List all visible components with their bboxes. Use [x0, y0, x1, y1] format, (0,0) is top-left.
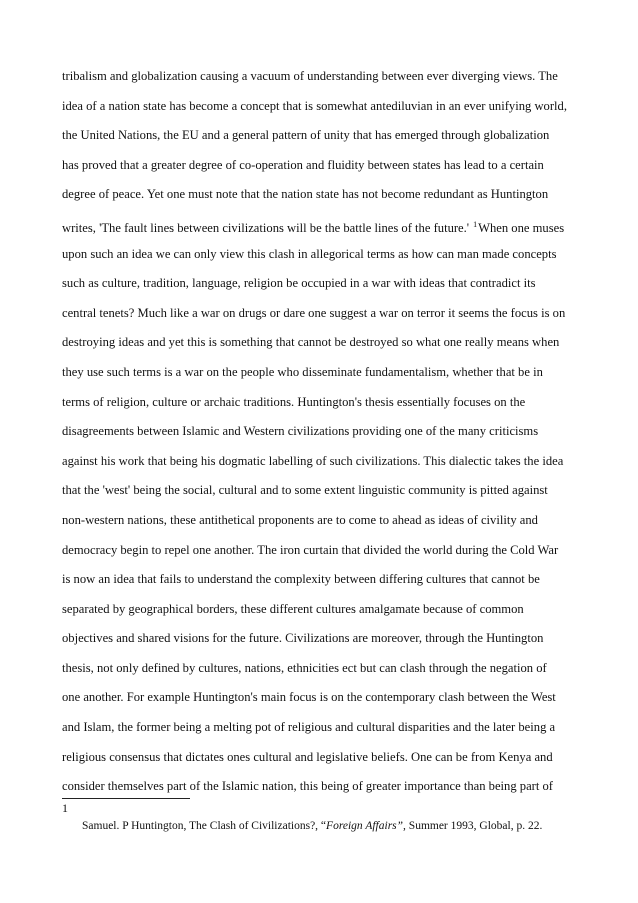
text-line-14: against his work that being his dogmatic labelling of such civilizations. This dialectic takes the idea	[62, 453, 564, 468]
text-line-23: and Islam, the former being a melting pot of religious and cultural disparities and the later being a	[62, 720, 556, 735]
text-line-17: democracy begin to repel one another. The iron curtain that divided the world during the Cold War	[62, 542, 559, 557]
text-line-10: destroying ideas and yet this is something that cannot be destroyed so what one really means when	[62, 335, 560, 350]
text-line-4: has proved that a greater degree of co-operation and fluidity between states has lead to a certain	[62, 157, 544, 172]
footnote-citation: Samuel. P Huntington, The Clash of Civilizations?, “	[82, 820, 327, 832]
text-line-22: one another. For example Huntington's main focus is on the contemporary clash between the West	[62, 690, 556, 705]
text-line-20: objectives and shared visions for the future. Civilizations are moreover, through the Huntington	[62, 631, 544, 646]
footnote-number: 1	[62, 801, 68, 815]
text-line-24: religious consensus that dictates ones cultural and legislative beliefs. One can be from Kenya and	[62, 749, 553, 764]
text-line-25: consider themselves part of the Islamic nation, this being of greater importance than being part of	[62, 779, 553, 794]
text-line-8: such as culture, tradition, language, religion be occupied in a war with ideas that contradict its	[62, 276, 536, 291]
text-line-5: degree of peace. Yet one must note that the nation state has not become redundant as Huntington	[62, 187, 549, 202]
footnote-separator	[62, 798, 190, 799]
footnote-text	[82, 819, 542, 833]
text-line-18: is now an idea that fails to understand the complexity between differing cultures that cannot be	[62, 572, 540, 587]
text-line-11: they use such terms is a war on the people who disseminate fundamentalism, whether that be in	[62, 364, 543, 379]
text-line-15: that the 'west' being the social, cultural and to some extent linguistic community is pitted against	[62, 483, 548, 498]
text-line-16: non-western nations, these antithetical proponents are to come to ahead as ideas of civility and	[62, 512, 538, 527]
text-line-7: upon such an idea we can only view this clash in allegorical terms as how can man made concepts	[62, 246, 557, 261]
body-text	[62, 62, 578, 802]
text-line-19: separated by geographical borders, these different cultures amalgamate because of common	[62, 601, 524, 616]
text-line-quote	[62, 210, 578, 240]
text-line-1: tribalism and globalization causing a vacuum of understanding between ever diverging views. The	[62, 69, 558, 83]
quote-continuation: When one muses	[478, 220, 565, 235]
text-line-3: the United Nations, the EU and a general pattern of unity that has emerged through globalization	[62, 128, 550, 143]
quote-text: writes, 'The fault lines between civilizations will be the battle lines of the future.'	[62, 220, 470, 235]
text-line-12: terms of religion, culture or archaic traditions. Huntington's thesis essentially focuses on the	[62, 394, 526, 409]
text-line-13: disagreements between Islamic and Western civilizations providing one of the many criticisms	[62, 424, 539, 439]
footnote-journal: Foreign Affairs”,	[326, 820, 406, 832]
footnote-reference[interactable]: 1	[473, 219, 478, 229]
text-line-9: central tenets? Much like a war on drugs or dare one suggest a war on terror it seems the focus is on	[62, 305, 566, 320]
footnote-citation-end: Summer 1993, Global, p. 22.	[405, 820, 543, 832]
text-line-21: thesis, not only defined by cultures, nations, ethnicities ect but can clash through the negation of	[62, 660, 547, 675]
text-line-2: idea of a nation state has become a concept that is somewhat antediluvian in an ever unifying world,	[62, 98, 567, 113]
